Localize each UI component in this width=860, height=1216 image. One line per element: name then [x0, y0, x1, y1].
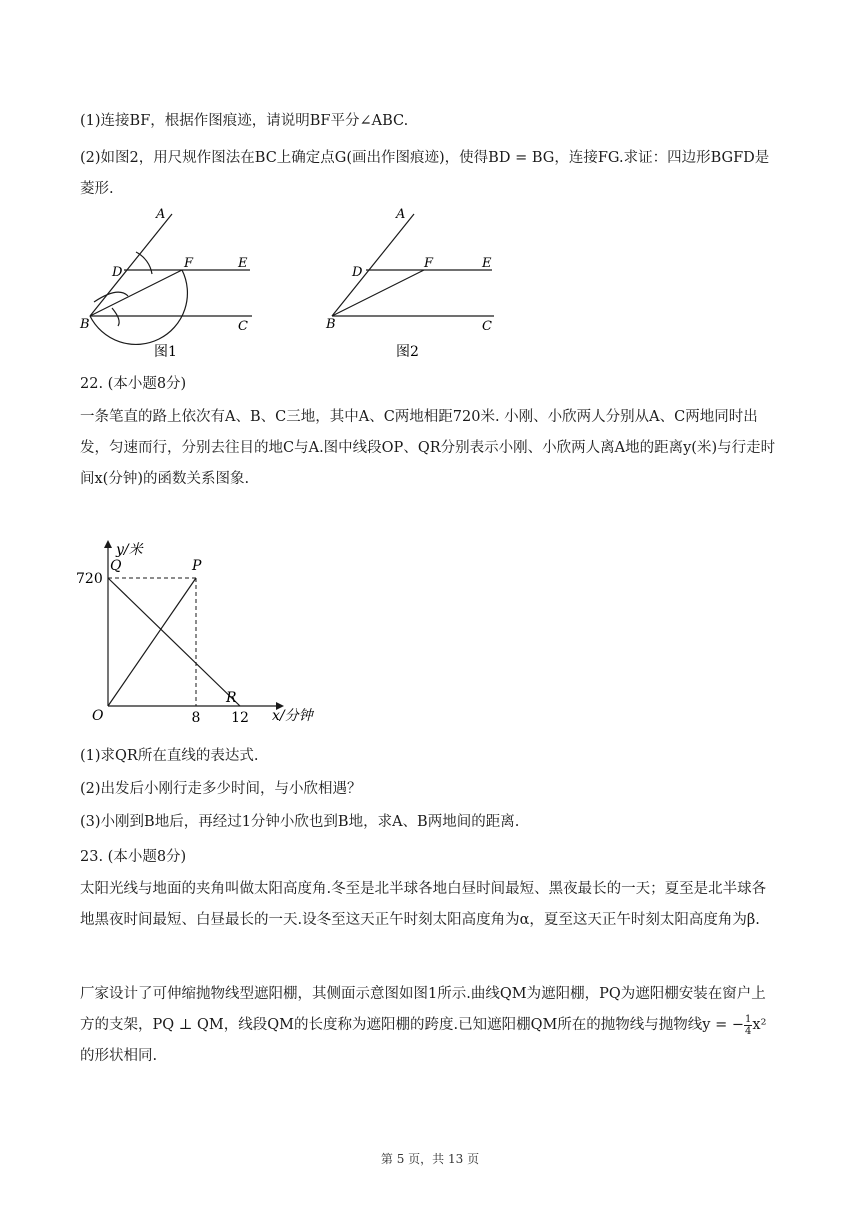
y-axis-arrow	[104, 540, 112, 548]
q21-part1: (1)连接BF，根据作图痕迹，请说明BF平分∠ABC.	[80, 113, 409, 129]
page-footer: 第 5 页，共 13 页	[380, 1152, 480, 1166]
fig2-label-f: F	[424, 256, 434, 271]
y-axis-label: y/米	[116, 542, 143, 558]
fig1-label-f: F	[184, 256, 194, 271]
point-label-p: P	[192, 558, 202, 574]
line-ba	[90, 214, 172, 316]
x-axis-label: x/分钟	[272, 708, 313, 724]
distance-time-graph	[76, 536, 330, 726]
fig1-caption: 图1	[154, 344, 177, 360]
fig1-label-e: E	[238, 256, 248, 271]
point-label-o: O	[92, 708, 104, 724]
x-tick-8: 8	[191, 710, 201, 726]
fig2-label-d: D	[352, 265, 363, 280]
x-tick-12: 12	[231, 710, 249, 726]
fraction-denominator: 4	[745, 1025, 752, 1037]
q22-part3: (3)小刚到B地后，再经过1分钟小欣也到B地，求A、B两地间的距离.	[80, 814, 520, 830]
line-bf	[90, 270, 182, 316]
q23-para1: 太阳光线与地面的夹角叫做太阳高度角.冬至是北半球各地白昼时间最短、黑夜最长的一天；夏至是北半球各地黑夜时间最短、白昼最长的一天.设冬至这天正午时刻太阳高度角为α，夏至这天正午时刻太阳高度角为β.	[80, 881, 767, 928]
arc-b2	[112, 308, 119, 326]
q23-para2-pre: 厂家设计了可伸缩抛物线型遮阳棚，其侧面示意图如图1所示.曲线QM为遮阳棚，PQ为遮阳棚安装在窗户上方的支架，PQ ⊥ QM，线段QM的长度称为遮阳棚的跨度.已知遮阳棚QM所在的抛物线与抛物线y = −	[80, 986, 766, 1033]
q23-para2-post: x²的形状相同.	[80, 1017, 767, 1064]
q22-heading: 22. (本小题8分)	[80, 376, 187, 392]
point-label-r: R	[226, 690, 237, 706]
fig1-label-b: B	[80, 317, 90, 332]
fig2-label-c: C	[482, 319, 492, 334]
fig1-label-d: D	[112, 265, 123, 280]
fig1-label-c: C	[238, 319, 248, 334]
series-op	[108, 578, 196, 706]
figure-2	[320, 204, 510, 364]
series-qr	[108, 578, 240, 706]
q22-intro: 一条笔直的路上依次有A、B、C三地，其中A、C两地相距720米. 小刚、小欣两人分别从A、C两地同时出发，匀速而行，分别去往目的地C与A.图中线段OP、QR分别表示小刚、小欣两人离A地的距离y(米)与行走时间x(分钟)的函数关系图象.	[80, 409, 776, 487]
point-label-q: Q	[110, 558, 122, 574]
q23-para2	[80, 979, 780, 1072]
arc-b1	[94, 292, 128, 302]
y-tick-720: 720	[76, 571, 103, 587]
fraction-numerator: 1	[745, 1013, 752, 1025]
fig2-caption: 图2	[396, 344, 419, 360]
q22-part1: (1)求QR所在直线的表达式.	[80, 748, 259, 764]
fig1-label-a: A	[156, 207, 166, 222]
fig2-label-b: B	[326, 317, 336, 332]
fig2-label-a: A	[396, 207, 406, 222]
q22-part2: (2)出发后小刚行走多少时间，与小欣相遇？	[80, 781, 362, 797]
q23-heading: 23. (本小题8分)	[80, 849, 187, 865]
fig2-label-e: E	[482, 256, 492, 271]
figure-1	[78, 204, 268, 364]
arc-large	[90, 270, 187, 344]
q21-part2: (2)如图2，用尺规作图法在BC上确定点G(画出作图痕迹)，使得BD = BG，连接FG.求证：四边形BGFD是菱形.	[80, 150, 770, 197]
